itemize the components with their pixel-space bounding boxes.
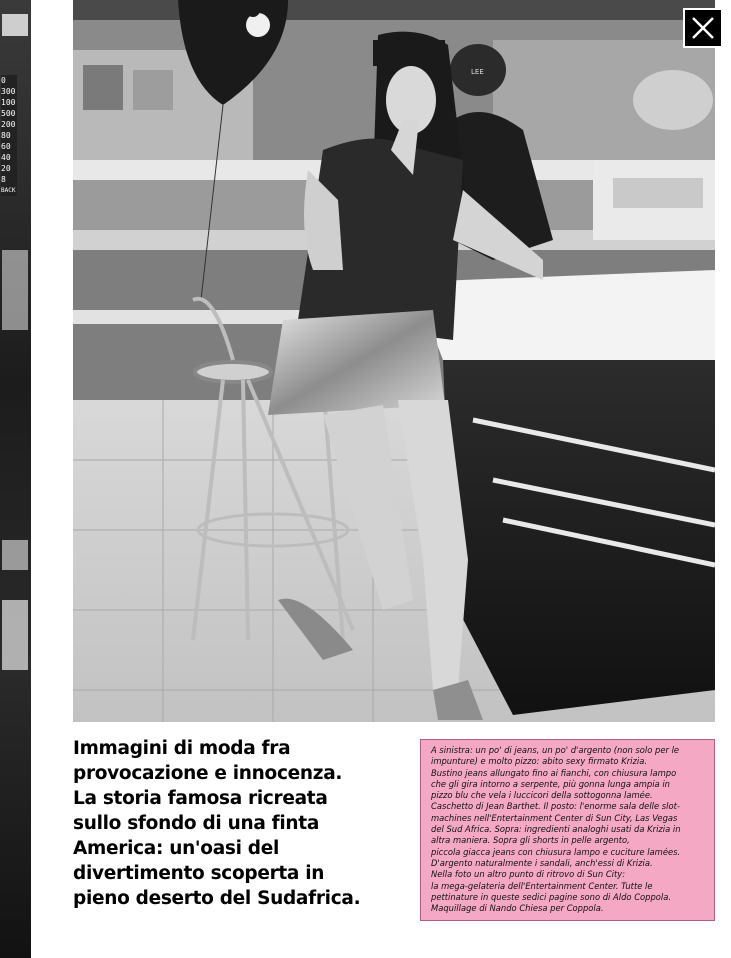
prev-page-label: BACK [1, 187, 16, 194]
headline-line: La storia famosa ricreata [73, 788, 328, 809]
close-button[interactable] [683, 8, 723, 48]
caption-line: Caschetto di Jean Barthet. Il posto: l'enorme sala delle slot- [431, 801, 680, 812]
prev-page-panel [2, 540, 28, 570]
prev-page-number-column [1, 75, 17, 196]
caption-line: Maquillage di Nando Chiesa per Coppola. [431, 903, 604, 914]
prev-page-panel [2, 600, 28, 670]
foreground-counter-top [413, 270, 715, 360]
menu-sign [133, 70, 173, 110]
menu-sign [83, 65, 123, 110]
prev-page-number: 100 [1, 98, 16, 107]
headline-line: provocazione e innocenza. [73, 763, 343, 784]
caption-line: la mega-gelateria dell'Entertainment Center. Tutte le [431, 880, 653, 891]
caption-line: impunture) e molto pizzo: abito sexy firmato Krizia. [431, 756, 647, 767]
ceiling [73, 0, 715, 20]
fashion-photo [73, 0, 715, 722]
cap-logo-text: LEE [471, 68, 484, 76]
headline-line: Immagini di moda fra [73, 738, 291, 759]
headline [73, 736, 413, 911]
prev-page-number: 20 [1, 164, 11, 173]
caption-line: Nella foto un altro punto di ritrovo di Sun City: [431, 869, 626, 880]
caption-box [420, 739, 715, 921]
wall-poster [633, 70, 713, 130]
prev-page-number: 60 [1, 142, 11, 151]
model-bangs [373, 40, 445, 66]
headline-line: America: un'oasi del [73, 838, 280, 859]
model-shorts [268, 310, 445, 415]
headline-line: sullo sfondo di una finta [73, 813, 320, 834]
prev-page-number: 40 [1, 153, 11, 162]
prev-page-number: 0 [1, 76, 6, 85]
caption-line: D'argento naturalmente i sandali, anch'essi di Krizia. [431, 857, 653, 868]
prev-page-number: 300 [1, 87, 16, 96]
prev-page-panel [2, 250, 28, 330]
caption-line: altra maniera. Sopra gli shorts in pelle argento, [431, 835, 630, 846]
prev-page-number: 200 [1, 120, 16, 129]
caption-line: A sinistra: un po' di jeans, un po' d'argento (non solo per le [431, 745, 680, 755]
prev-page-number: 8 [1, 175, 6, 184]
caption-line: pizzo blu che vela i luccicori della sottogonna lamée. [431, 790, 653, 801]
headline-line: pieno deserto del Sudafrica. [73, 888, 361, 909]
caption-line: pettinature in queste sedici pagine sono di Aldo Coppola. [431, 891, 672, 902]
close-icon [690, 15, 716, 41]
cash-register-panel [613, 178, 703, 208]
prev-page-sign [2, 14, 28, 36]
caption-line: machines nell'Entertainment Center di Sun City, Las Vegas [431, 812, 678, 823]
prev-page-number: 500 [1, 109, 16, 118]
caption-line: del Sud Africa. Sopra: ingredienti analoghi usati da Krizia in [431, 824, 681, 835]
prev-page-number: 80 [1, 131, 11, 140]
previous-page-edge [0, 0, 31, 958]
caption-line: Bustino jeans allungato fino ai fianchi, con chiusura lampo [431, 767, 677, 778]
caption-line: che gli gira intorno a serpente, più gonna lunga ampia in [431, 778, 670, 789]
headline-line: divertimento scoperta in [73, 863, 325, 884]
caption-line: piccola giacca jeans con chiusura lampo e cuciture lamées. [431, 846, 681, 857]
